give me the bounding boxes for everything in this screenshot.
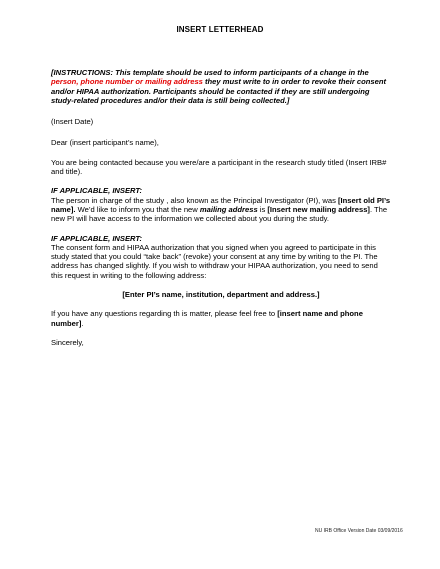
- section2-heading-text: IF APPLICABLE, INSERT: [51, 233, 140, 243]
- contact-placeholder: [insert name and phone number]: [51, 309, 363, 328]
- greeting-line: Dear (insert participant’s name),: [51, 138, 159, 148]
- version-footer: NU IRB Office Version Date 03/09/2016: [315, 528, 403, 534]
- questions-end: .: [81, 318, 84, 328]
- instructions-text-end: they must write to in order to revoke their consent and/or HIPAA authorization. Participants should be contacted if they are still undergoing study-related procedures and/or their data is still being collected.]: [51, 77, 387, 105]
- section1-paragraph: [51, 196, 391, 224]
- section1-heading: IF APPLICABLE, INSERT:: [51, 186, 142, 196]
- instructions-highlight: person, phone number or mailing address: [51, 77, 203, 87]
- old-pi-placeholder: [Insert old PI’s name].: [51, 195, 391, 214]
- intro-paragraph: You are being contacted because you were/are a participant in the research study titled (Insert IRB# and title).: [51, 157, 387, 177]
- section1-text-1: The person in charge of the study , also known as the Principal Investigator (PI), was: [51, 195, 339, 205]
- instructions-text-start: [INSTRUCTIONS: This template should be used to inform participants of a change in the: [51, 68, 369, 77]
- section1-heading-text: IF APPLICABLE, INSERT: [51, 186, 140, 196]
- questions-text: If you have any questions regarding th is matter, please feel free to: [51, 309, 278, 319]
- section1-text-2: We’d like to inform you that the new: [75, 204, 200, 214]
- section2-heading: IF APPLICABLE, INSERT:: [51, 233, 142, 243]
- letter-body: [51, 68, 391, 347]
- section1-text-4: . The new PI will have access to the information we collected about you during the study.: [51, 204, 388, 224]
- closing-line: Sincerely,: [51, 337, 84, 347]
- mailing-address-term: mailing address: [199, 204, 258, 214]
- date-line: (Insert Date): [51, 117, 94, 127]
- section2-paragraph: The consent form and HIPAA authorization that you signed when you agreed to participate in this study stated that you could “take back” (revoke) your consent at any time by writing to the PI. The address has changed slightly. If you wish to withdraw your HIPAA authorization, you need to send this request in writing to the following address:: [51, 242, 378, 280]
- letterhead-title: INSERT LETTERHEAD: [176, 25, 264, 34]
- new-address-placeholder: [Insert new mailing address]: [267, 204, 370, 214]
- section1-text-3: is: [257, 204, 268, 214]
- instructions-paragraph: [51, 68, 391, 105]
- address-placeholder: [Enter PI’s name, institution, department and address.]: [122, 290, 320, 300]
- questions-paragraph: [51, 309, 391, 328]
